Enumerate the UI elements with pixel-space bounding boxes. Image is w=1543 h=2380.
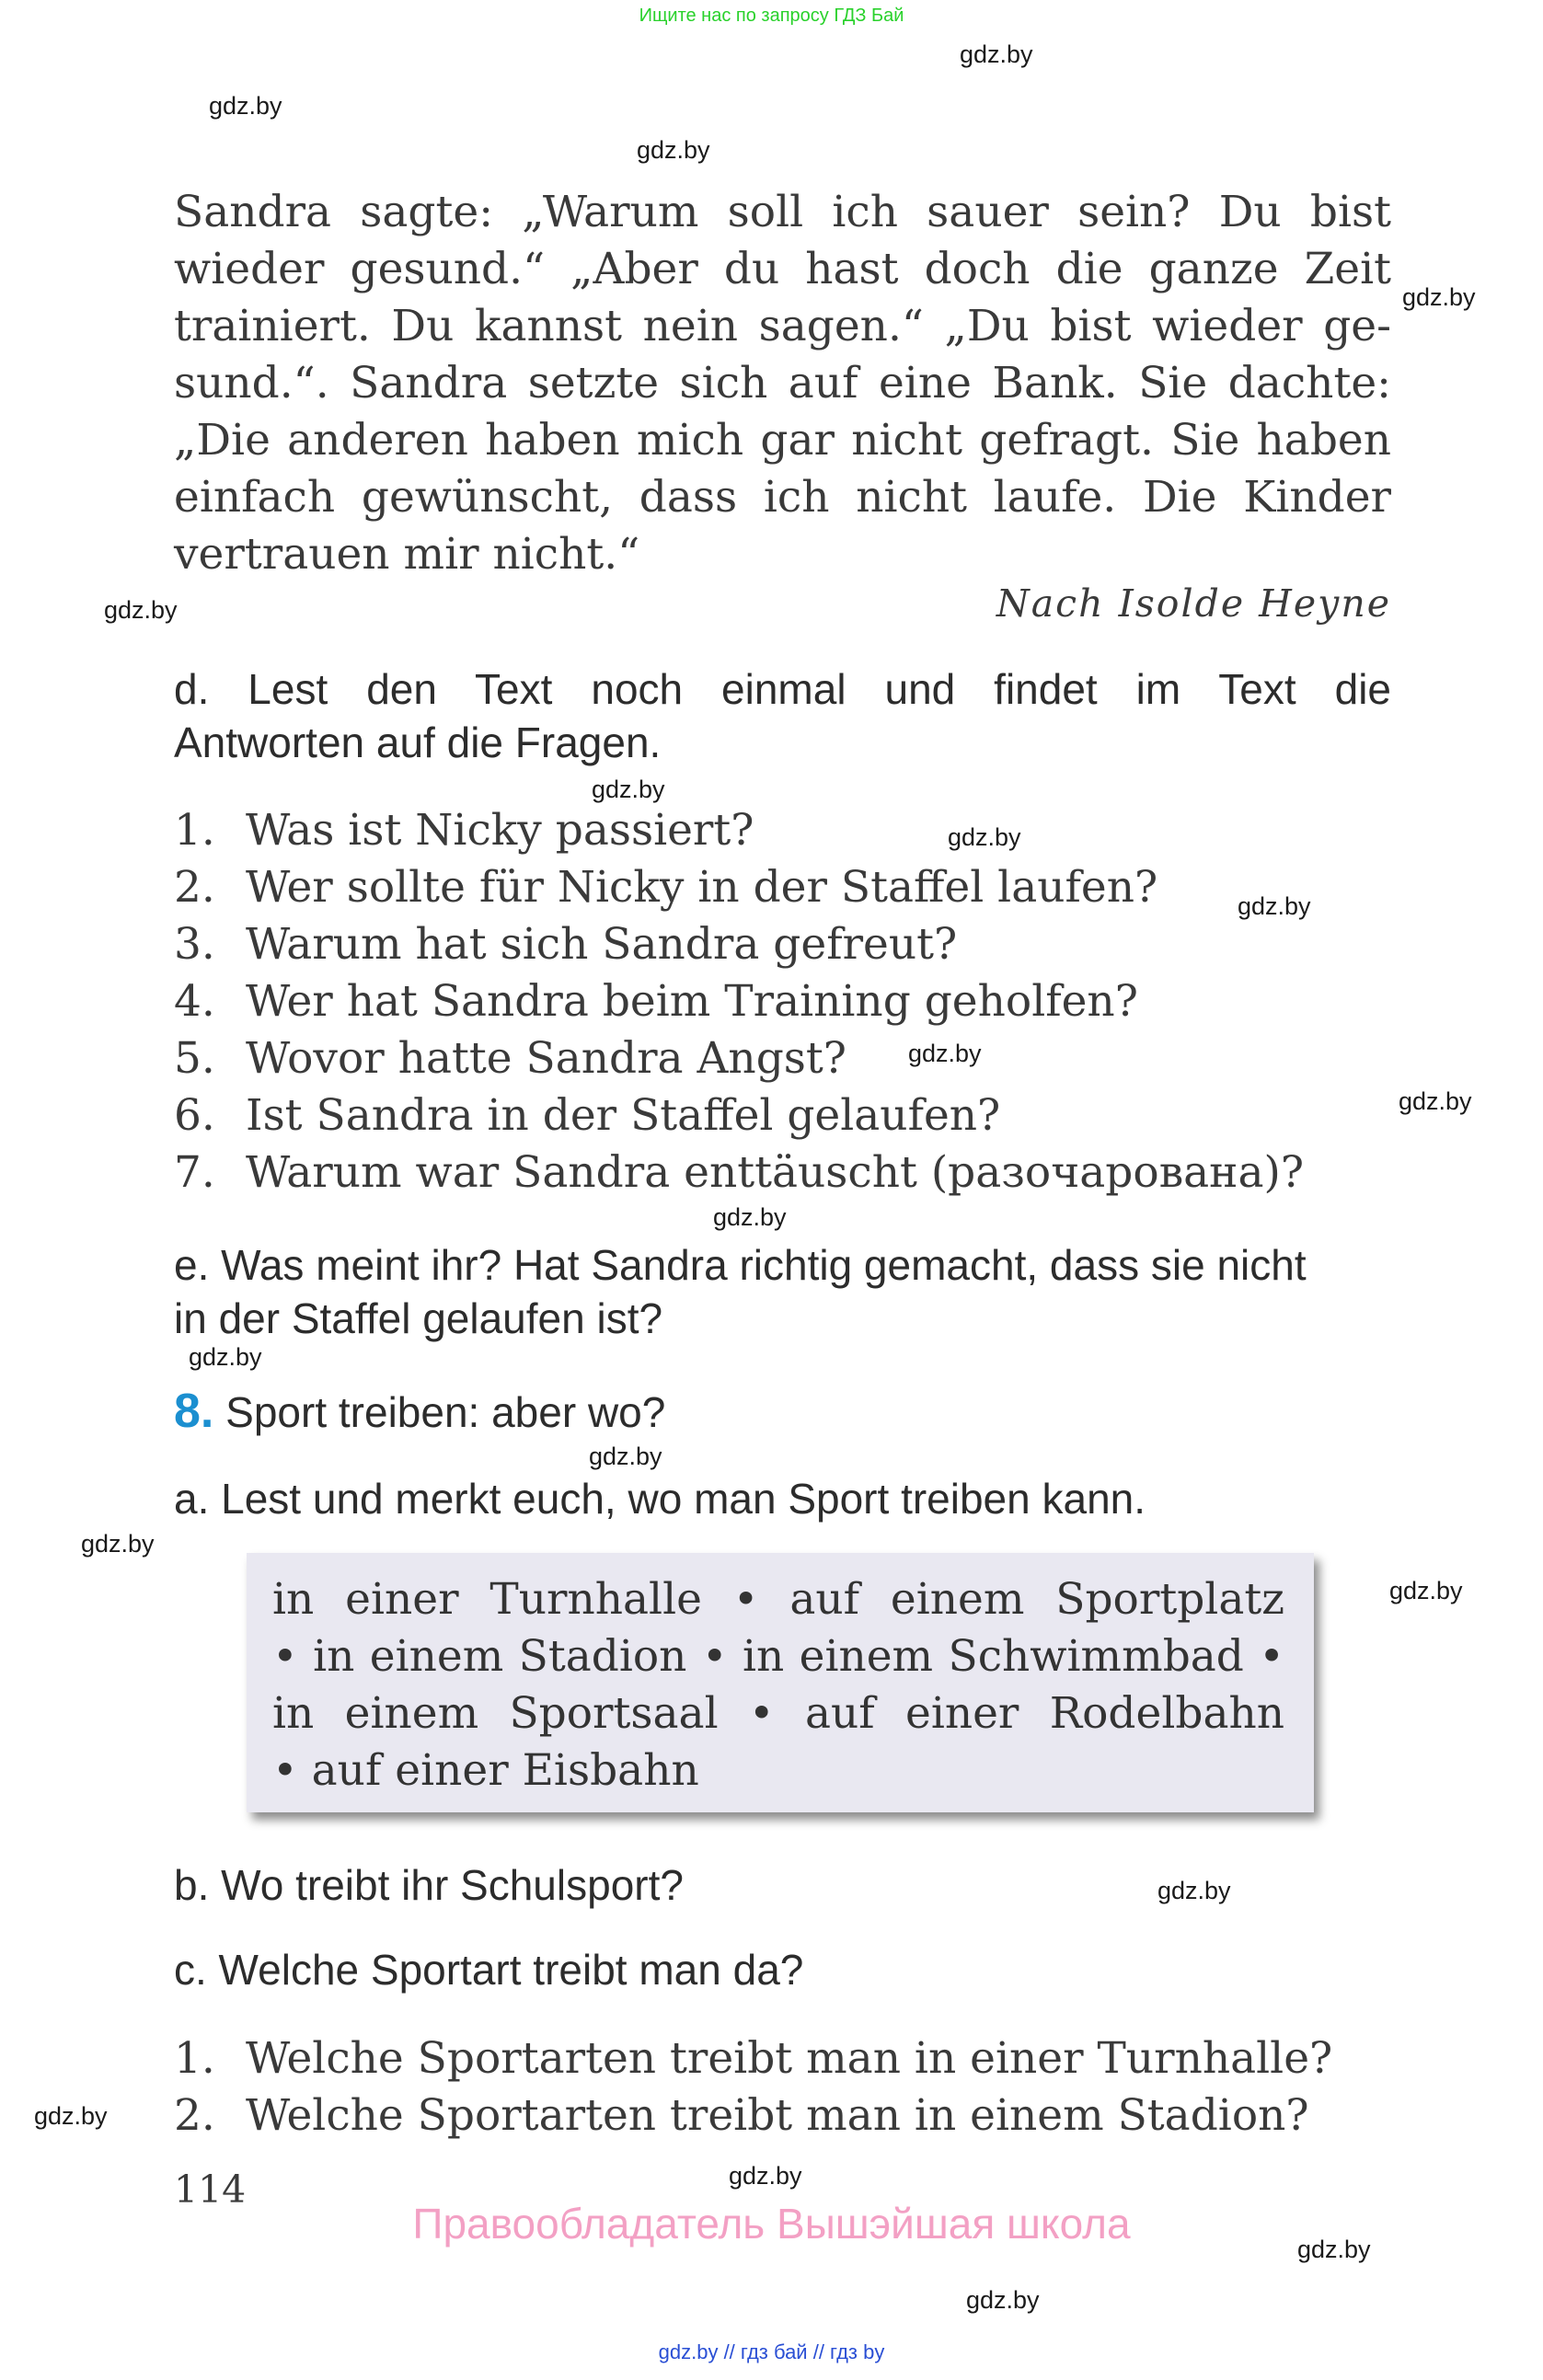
watermark: gdz.by bbox=[1399, 1087, 1472, 1115]
question-item: 4. Wer hat Sandra beim Training geholfen? bbox=[174, 976, 1138, 1027]
watermark: gdz.by bbox=[908, 1040, 982, 1067]
vocabulary-line: • auf einer Eisbahn bbox=[272, 1745, 699, 1796]
watermark: gdz.by bbox=[1238, 892, 1311, 920]
watermark: gdz.by bbox=[637, 136, 710, 164]
story-line: trainiert. Du kannst nein sagen.“ „Du bist wieder ge- bbox=[174, 301, 1391, 351]
top-banner: Ищите нас по запросу ГДЗ Бай bbox=[639, 6, 904, 26]
story-line: „Die anderen haben mich gar nicht gefragt. Sie haben bbox=[174, 415, 1391, 466]
watermark: gdz.by bbox=[729, 2162, 802, 2190]
task-e-instruction: e. Was meint ihr? Hat Sandra richtig gemacht, dass sie nicht bbox=[174, 1241, 1307, 1289]
question-item: 1. Was ist Nicky passiert? bbox=[174, 805, 754, 856]
watermark: gdz.by bbox=[209, 92, 282, 120]
watermark: gdz.by bbox=[1157, 1877, 1231, 1904]
question-item: 5. Wovor hatte Sandra Angst? bbox=[174, 1033, 846, 1084]
story-line: wieder gesund.“ „Aber du hast doch die ganze Zeit bbox=[174, 244, 1391, 294]
vocabulary-line: in einer Turnhalle • auf einem Sportplatz bbox=[272, 1574, 1284, 1625]
task-e-instruction: in der Staffel gelaufen ist? bbox=[174, 1294, 663, 1342]
vocabulary-line: • in einem Stadion • in einem Schwimmbad • bbox=[272, 1631, 1284, 1682]
task-b-instruction: b. Wo treibt ihr Schulsport? bbox=[174, 1861, 684, 1909]
question-item: 6. Ist Sandra in der Staffel gelaufen? bbox=[174, 1090, 1001, 1141]
question-item: 7. Warum war Sandra enttäuscht (разочарована)? bbox=[174, 1147, 1305, 1198]
footer-links[interactable]: gdz.by // гдз бай // гдз by bbox=[658, 2340, 885, 2363]
exercise-heading bbox=[174, 1385, 1391, 1439]
watermark: gdz.by bbox=[1389, 1577, 1463, 1604]
question-item: 1. Welche Sportarten treibt man in einer Turnhalle? bbox=[174, 2033, 1333, 2084]
copyright-notice: Правообладатель Вышэйшая школа bbox=[412, 2200, 1131, 2248]
watermark: gdz.by bbox=[189, 1343, 262, 1371]
watermark: gdz.by bbox=[713, 1203, 787, 1231]
story-line: vertrauen mir nicht.“ bbox=[174, 529, 640, 580]
watermark: gdz.by bbox=[948, 823, 1021, 851]
watermark: gdz.by bbox=[966, 2286, 1040, 2314]
watermark: gdz.by bbox=[1402, 283, 1476, 311]
page-number: 114 bbox=[174, 2167, 247, 2212]
task-d-instruction: d. Lest den Text noch einmal und findet im Text die bbox=[174, 665, 1391, 713]
story-line: einfach gewünscht, dass ich nicht laufe. Die Kinder bbox=[174, 472, 1391, 523]
author-credit: Nach Isolde Heyne bbox=[996, 581, 1391, 626]
question-item: 2. Wer sollte für Nicky in der Staffel laufen? bbox=[174, 862, 1158, 913]
exercise-title: Sport treiben: aber wo? bbox=[225, 1388, 666, 1436]
watermark: gdz.by bbox=[960, 40, 1033, 68]
watermark: gdz.by bbox=[34, 2102, 108, 2130]
exercise-number: 8. bbox=[174, 1385, 214, 1438]
watermark: gdz.by bbox=[1297, 2236, 1371, 2263]
task-a-instruction: a. Lest und merkt euch, wo man Sport treiben kann. bbox=[174, 1475, 1146, 1523]
story-line: Sandra sagte: „Warum soll ich sauer sein? Du bist bbox=[174, 187, 1391, 237]
watermark: gdz.by bbox=[589, 1443, 662, 1470]
watermark: gdz.by bbox=[104, 596, 178, 624]
task-d-instruction: Antworten auf die Fragen. bbox=[174, 719, 662, 766]
question-item: 2. Welche Sportarten treibt man in einem Stadion? bbox=[174, 2090, 1309, 2141]
story-line: sund.“. Sandra setzte sich auf eine Bank. Sie dachte: bbox=[174, 358, 1391, 408]
question-item: 3. Warum hat sich Sandra gefreut? bbox=[174, 919, 958, 970]
watermark: gdz.by bbox=[81, 1530, 155, 1558]
task-c-instruction: c. Welche Sportart treibt man da? bbox=[174, 1946, 804, 1994]
watermark: gdz.by bbox=[592, 776, 665, 803]
vocabulary-line: in einem Sportsaal • auf einer Rodelbahn bbox=[272, 1688, 1284, 1739]
